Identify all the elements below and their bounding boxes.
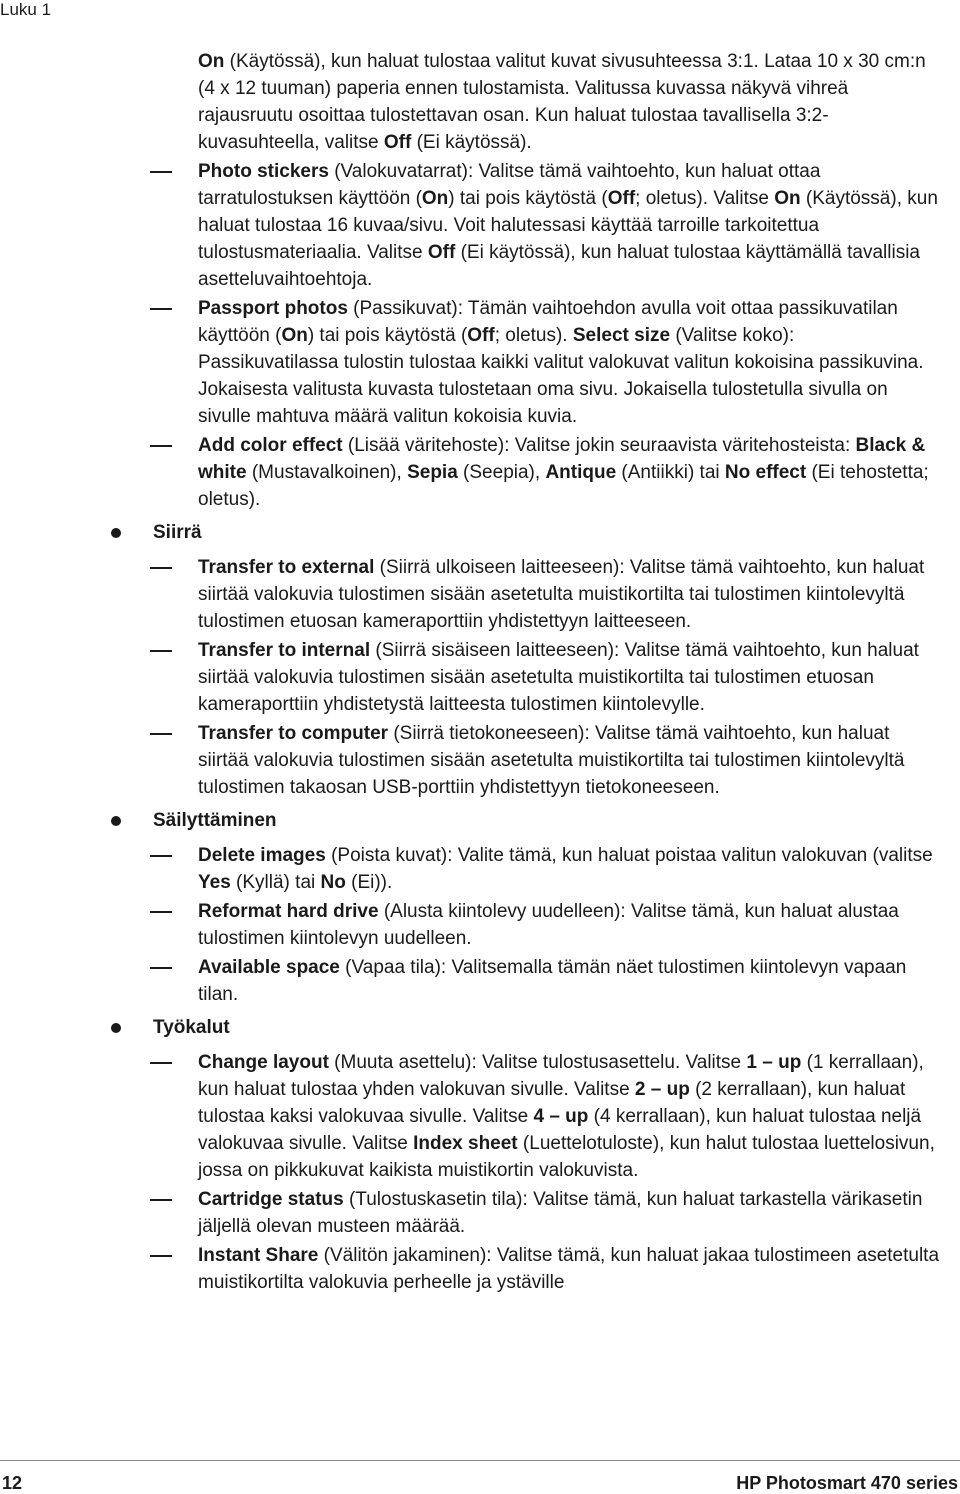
- item-cartridge-status: Cartridge status (Tulostuskasetin tila): Valitse tämä, kun haluat tarkastella värikasetin jäljellä olevan musteen määrää.: [0, 1186, 960, 1240]
- dash-marker: [150, 911, 172, 913]
- page-number: 12: [2, 1473, 23, 1493]
- item-transfer-to-external: Transfer to external (Siirrä ulkoiseen laitteeseen): Valitse tämä vaihtoehto, kun haluat siirtää valokuvia tulostimen sisään asetetulta muistikortilta tai tulostimen kiintolevyltä tulostimen etuosan kameraporttiin yhdistettyyn laitteeseen.: [0, 554, 960, 635]
- item-delete-images: Delete images (Poista kuvat): Valite tämä, kun haluat poistaa valitun valokuvan (valitse Yes (Kyllä) tai No (Ei)).: [0, 842, 960, 896]
- dash-marker: [150, 1255, 172, 1257]
- bullet-dot-icon: [111, 1023, 121, 1033]
- item-passport-photos: Passport photos (Passikuvat): Tämän vaihtoehdon avulla voit ottaa passikuvatilan käyttöön (On) tai pois käytöstä (Off; oletus). Select size (Valitse koko): Passikuvatilassa tulostin tulostaa kaikki valitut valokuvat valitun kokoisina passikuvina. Jokaisesta valitusta kuvasta tulostetaan oma sivu. Jokaisella tulostetulla sivulla on sivulle mahtuva määrä valitun kokoisia kuvia.: [0, 295, 960, 430]
- item-instant-share: Instant Share (Välitön jakaminen): Valitse tämä, kun haluat jakaa tulostimeen asetetulta muistikortilta valokuvia perheelle ja ystäville: [0, 1242, 960, 1296]
- chapter-label: Luku 1: [0, 0, 52, 19]
- dash-marker: [150, 733, 172, 735]
- item-photo-stickers: Photo stickers (Valokuvatarrat): Valitse tämä vaihtoehto, kun haluat ottaa tarratulostuksen käyttöön (On) tai pois käytöstä (Off; oletus). Valitse On (Käytössä), kun haluat tulostaa 16 kuvaa/sivu. Voit halutessasi käyttää tarroille tarkoitettua tulostusmateriaalia. Valitse Off (Ei käytössä), kun haluat tulostaa käyttämällä tavallisia asetteluvaihtoehtoja.: [0, 158, 960, 293]
- page-body: [0, 48, 960, 1296]
- dash-marker: [150, 445, 172, 447]
- dash-marker: [150, 650, 172, 652]
- section-heading-sailyttaminen: Säilyttäminen: [0, 807, 960, 834]
- dash-marker: [150, 1062, 172, 1064]
- dash-marker: [150, 308, 172, 310]
- dash-marker: [150, 567, 172, 569]
- intro-paragraph: On (Käytössä), kun haluat tulostaa valitut kuvat sivusuhteessa 3:1. Lataa 10 x 30 cm:n (4 x 12 tuuman) paperia ennen tulostamista. Valitussa kuvassa näkyvä vihreä rajausruutu osoittaa tulostettavan osan. Kun haluat tulostaa tavallisella 3:2-kuvasuhteella, valitse Off (Ei käytössä).: [198, 51, 926, 153]
- bullet-dot-icon: [111, 816, 121, 826]
- item-transfer-to-computer: Transfer to computer (Siirrä tietokoneeseen): Valitse tämä vaihtoehto, kun haluat siirtää valokuvia tulostimen sisään asetetulta muistikortilta tai tulostimen kiintolevyltä tulostimen takaosan USB-porttiin yhdistettyyn tietokoneeseen.: [0, 720, 960, 801]
- item-available-space: Available space (Vapaa tila): Valitsemalla tämän näet tulostimen kiintolevyn vapaan tilan.: [0, 954, 960, 1008]
- item-change-layout: Change layout (Muuta asettelu): Valitse tulostusasettelu. Valitse 1 – up (1 kerrallaan), kun haluat tulostaa yhden valokuvan sivulle. Valitse 2 – up (2 kerrallaan), kun haluat tulostaa kaksi valokuvaa sivulle. Valitse 4 – up (4 kerrallaan), kun haluat tulostaa neljä valokuvaa sivulle. Valitse Index sheet (Luettelotuloste), kun halut tulostaa luettelosivun, jossa on pikkukuvat kaikista muistikortin valokuvista.: [0, 1049, 960, 1184]
- dash-marker: [150, 1199, 172, 1201]
- footer-divider: [0, 1460, 960, 1461]
- product-name: HP Photosmart 470 series: [736, 1473, 958, 1493]
- item-reformat-hard-drive: Reformat hard drive (Alusta kiintolevy uudelleen): Valitse tämä, kun haluat alustaa tulostimen kiintolevyn uudelleen.: [0, 898, 960, 952]
- dash-marker: [150, 855, 172, 857]
- item-transfer-to-internal: Transfer to internal (Siirrä sisäiseen laitteeseen): Valitse tämä vaihtoehto, kun haluat siirtää valokuvia tulostimen sisään asetetulta muistikortilta tai tulostimen etuosan kameraporttiin yhdistetystä laitteesta tulostimen kiintolevylle.: [0, 637, 960, 718]
- item-add-color-effect: Add color effect (Lisää väritehoste): Valitse jokin seuraavista väritehosteista: Black & white (Mustavalkoinen), Sepia (Seepia), Antique (Antiikki) tai No effect (Ei tehostetta; oletus).: [0, 432, 960, 513]
- bullet-dot-icon: [111, 528, 121, 538]
- section-heading-tyokalut: Työkalut: [0, 1014, 960, 1041]
- section-heading-siirra: Siirrä: [0, 519, 960, 546]
- dash-marker: [150, 171, 172, 173]
- dash-marker: [150, 967, 172, 969]
